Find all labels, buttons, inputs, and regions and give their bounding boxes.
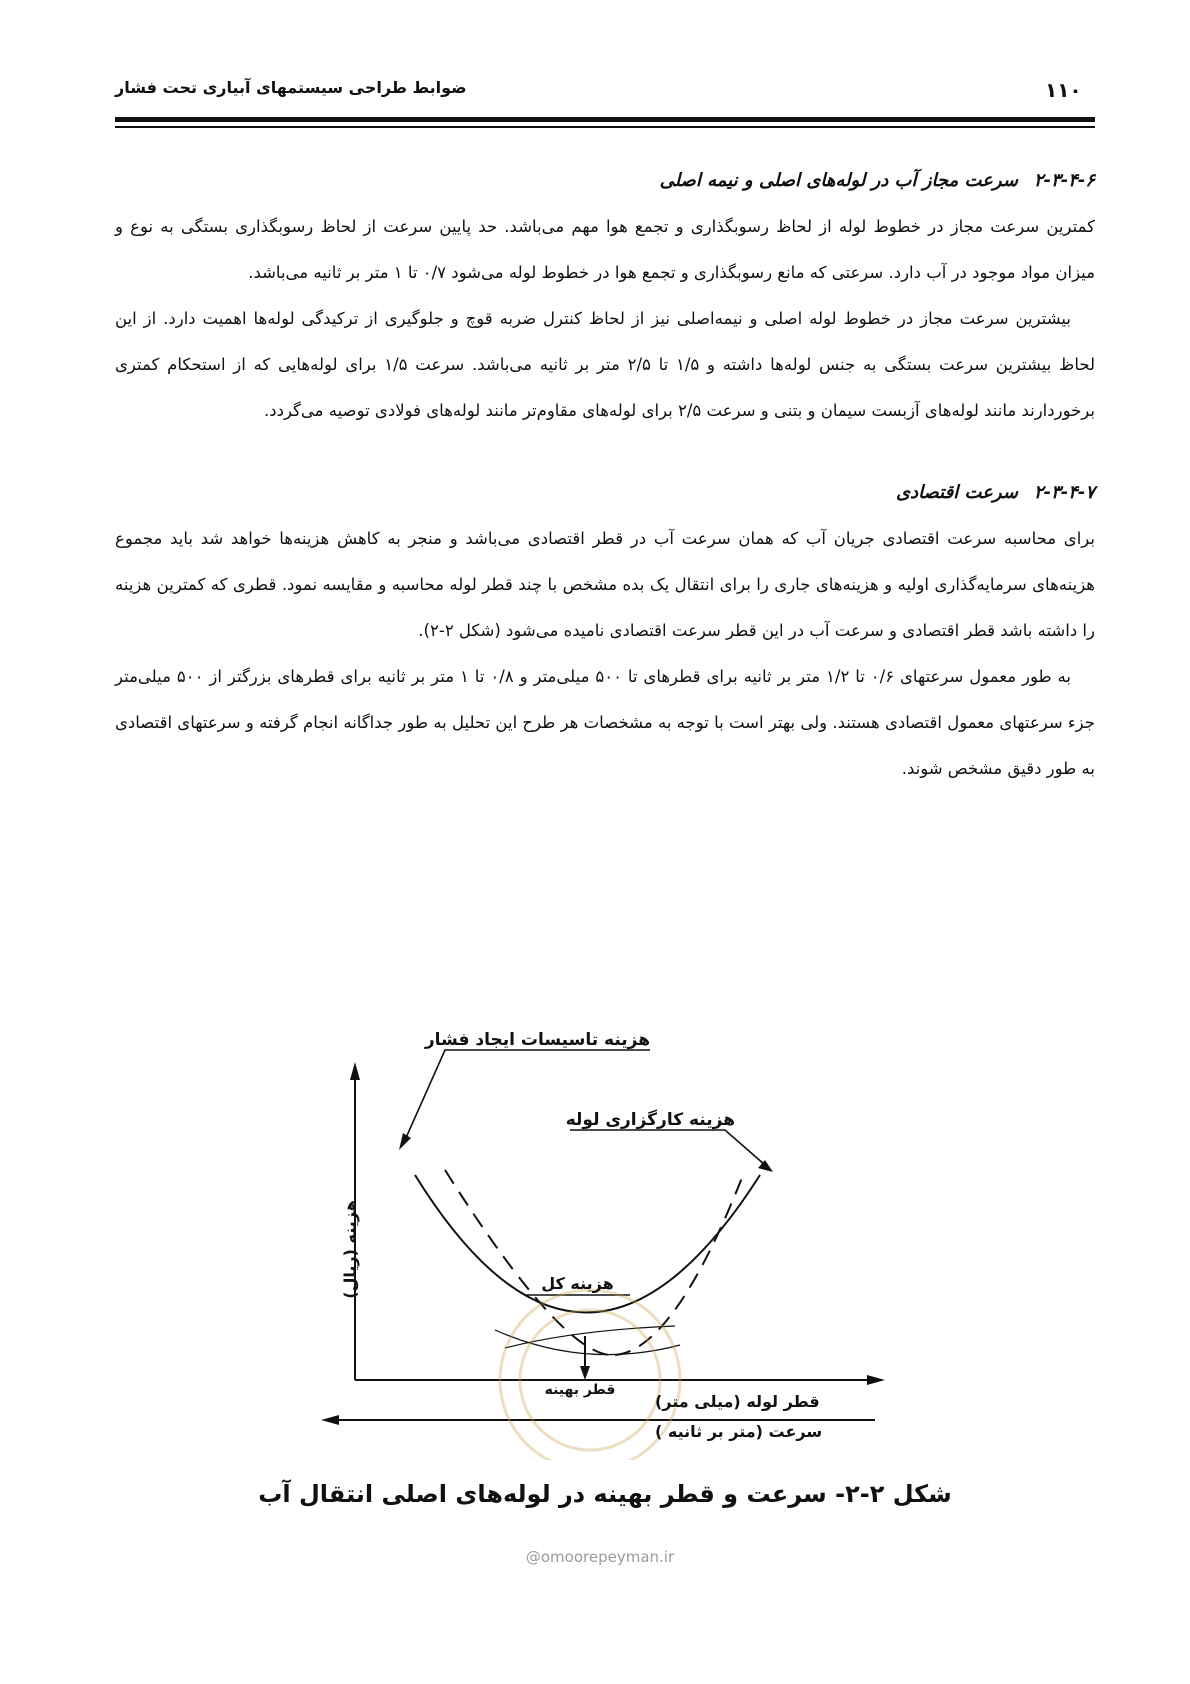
x-axis-arrow — [867, 1375, 885, 1385]
optimal-diameter-arrow — [580, 1366, 590, 1380]
section-title: سرعت اقتصادی — [895, 482, 1018, 503]
header-rule-thin — [115, 126, 1095, 128]
label-x-axis-velocity: سرعت (متر بر ثانیه ) — [655, 1422, 823, 1441]
y-axis-arrow — [350, 1062, 360, 1080]
running-title: ضوابط طراحی سیستمهای آبیاری تحت فشار — [115, 78, 467, 97]
page-number: ۱۱۰ — [1045, 78, 1082, 102]
label-pressure-facility-cost: هزینه تاسیسات ایجاد فشار — [424, 1030, 650, 1050]
velocity-axis-arrow — [321, 1415, 339, 1425]
section-heading — [115, 158, 1095, 204]
label-total-cost: هزینه کل — [541, 1274, 614, 1293]
section-title: سرعت مجاز آب در لوله‌های اصلی و نیمه اصلی — [659, 170, 1018, 191]
pipeline-cost-curve — [445, 1170, 615, 1355]
label-y-axis: هزینه (ریال) — [340, 1200, 360, 1299]
label-pipeline-cost: هزینه کارگزاری لوله — [565, 1110, 735, 1130]
section-heading — [115, 470, 1095, 516]
paragraph: بیشترین سرعت مجاز در خطوط لوله اصلی و نیمه‌اصلی نیز از لحاظ کنترل ضربه قوچ و جلوگیری از ترکیدگی لوله‌ها اهمیت دارد. از این لحاظ بیشترین سرعت بستگی به جنس لوله‌ها داشته و ۱/۵ تا ۲/۵ متر بر ثانیه می‌باشد. سرعت ۱/۵ برای لوله‌هایی که از استحکام کمتری برخوردارند مانند لوله‌های آزبست سیمان و بتنی و سرعت ۲/۵ برای لوله‌های مقاوم‌تر مانند لوله‌های فولادی توصیه می‌گردد. — [115, 309, 1096, 420]
header-rule-thick — [115, 117, 1095, 122]
paragraph: به طور معمول سرعتهای ۰/۶ تا ۱/۲ متر بر ثانیه برای قطرهای تا ۵۰۰ میلی‌متر و ۰/۸ تا ۱ متر بر ثانیه برای قطرهای بزرگتر از ۵۰۰ میلی‌متر جزء سرعتهای معمول اقتصادی هستند. ولی بهتر است با توجه به مشخصات هر طرح این تحلیل به طور جداگانه انجام گرفته و سرعتهای اقتصادی به طور دقیق مشخص شوند. — [115, 667, 1095, 778]
section-gap — [115, 434, 1095, 470]
paragraph: کمترین سرعت مجاز در خطوط لوله از لحاظ رسوبگذاری و تجمع هوا مهم می‌باشد. حد پایین سرعت از لحاظ رسوبگذاری بستگی به نوع و میزان مواد موجود در آب دارد. سرعتی که مانع رسوبگذاری و تجمع هوا در خطوط لوله می‌شود ۰/۷ تا ۱ متر بر ثانیه می‌باشد. — [115, 217, 1095, 282]
figure-caption: شکل ۲-۲- سرعت و قطر بهینه در لوله‌های اصلی انتقال آب — [258, 1480, 952, 1508]
section-number: ۲-۳-۴-۷ — [1033, 482, 1095, 503]
label-optimal-diameter: قطر بهینه — [544, 1382, 616, 1398]
cost-diagram — [295, 1030, 895, 1460]
body-text — [115, 158, 1095, 792]
section-number: ۲-۳-۴-۶ — [1033, 170, 1095, 191]
pipeline-leader-line — [570, 1130, 765, 1165]
label-x-axis-diameter: قطر لوله (میلی متر) — [655, 1392, 820, 1411]
paragraph: برای محاسبه سرعت اقتصادی جریان آب که همان سرعت آب در قطر اقتصادی می‌باشد و منجر به کاهش هزینه‌ها خواهد شد باید مجموع هزینه‌های سرمایه‌گذاری اولیه و هزینه‌های جاری را برای انتقال یک بده مشخص با چند قطر لوله محاسبه و مقایسه نمود. قطری که کمترین هزینه را داشته باشد قطر اقتصادی و سرعت آب در این قطر سرعت اقتصادی نامیده می‌شود (شکل ۲-۲). — [115, 529, 1095, 640]
watermark-seal — [500, 1290, 680, 1460]
watermark-text: @omoorepeyman.ir — [525, 1548, 675, 1566]
pressure-leader-arrow — [399, 1133, 411, 1150]
